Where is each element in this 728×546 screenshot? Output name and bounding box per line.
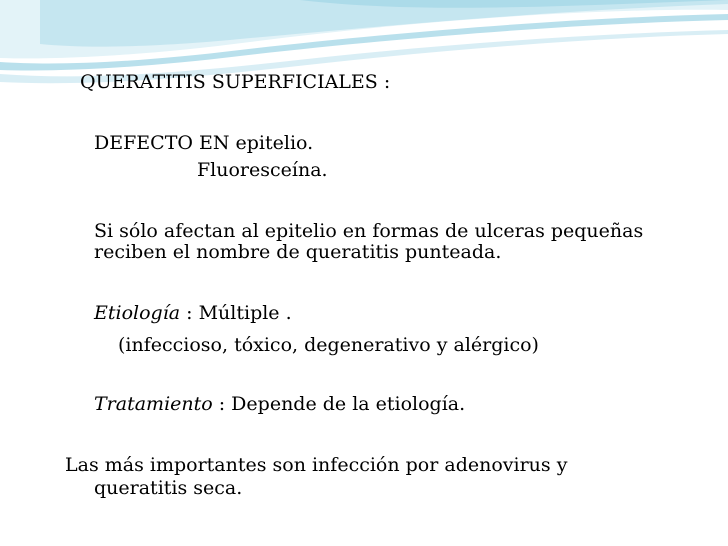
etiology-value: : Múltiple . bbox=[180, 302, 292, 324]
treatment-label: Tratamiento bbox=[94, 393, 213, 415]
treatment-line bbox=[94, 393, 465, 416]
etiology-detail: (infeccioso, tóxico, degenerativo y alérgico) bbox=[118, 334, 539, 356]
etiology-line bbox=[94, 302, 292, 325]
slide-heading: QUERATITIS SUPERFICIALES : bbox=[80, 71, 391, 93]
fluorescein-line: Fluoresceína. bbox=[197, 159, 328, 181]
epithelium-line-1: Si sólo afectan al epitelio en formas de ulceras pequeñas bbox=[94, 220, 644, 242]
important-line-2: queratitis seca. bbox=[94, 477, 243, 499]
important-line-1: Las más importantes son infección por adenovirus y bbox=[65, 454, 568, 476]
treatment-value: : Depende de la etiología. bbox=[212, 393, 466, 415]
epithelium-line-2: reciben el nombre de queratitis punteada. bbox=[94, 241, 502, 263]
etiology-label: Etiología bbox=[94, 302, 181, 324]
defect-line: DEFECTO EN epitelio. bbox=[94, 132, 314, 154]
